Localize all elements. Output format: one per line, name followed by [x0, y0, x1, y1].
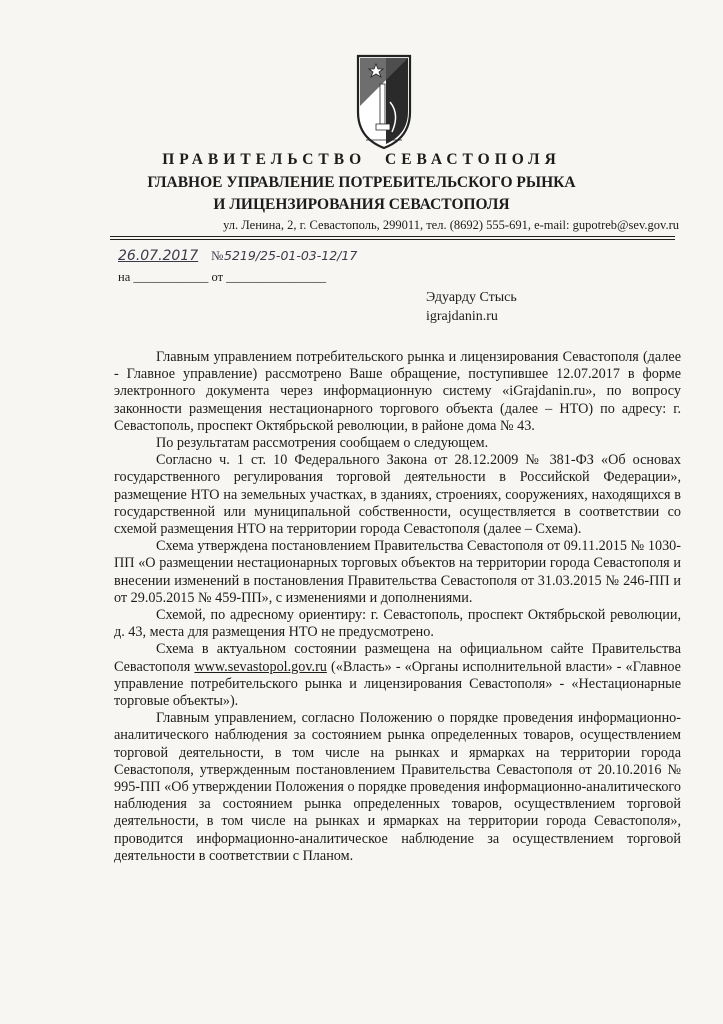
paragraph-2: По результатам рассмотрения сообщаем о следующем.	[156, 435, 489, 452]
header-divider-second	[110, 239, 675, 240]
paragraph-1: Главным управлением потребительского рынка и лицензирования Севастополя (далее - Главное управление) рассмотрено Ваше обращение, поступившее 12.07.2017 в форме электронного документа через информационную систему «iGrajdanin.ru», по вопросу законности размещения нестационарного торгового объекта (далее – НТО) по адресу: г. Севастополь, проспект Октябрьской революции, в районе дома № 43.	[114, 349, 681, 434]
department-address: ул. Ленина, 2, г. Севастополь, 299011, тел. (8692) 555-691, e-mail: gupotreb@sev.gov.ru	[223, 218, 679, 232]
registration-number: 5219/25-01-03-12/17	[224, 248, 358, 263]
reply-to-line: на ____________ от ________________	[118, 270, 327, 284]
paragraph-6	[114, 641, 681, 710]
paragraph-3: Согласно ч. 1 ст. 10 Федерального Закона от 28.12.2009 № 381-ФЗ «Об основах государственного регулирования торговой деятельности в Российской Федерации», размещение НТО на земельных участках, в зданиях, строениях, сооружениях, находящихся в государственной или муниципальной собственности, осуществляется в соответствии со схемой размещения НТО на территории города Севастополя (далее – Схема).	[114, 452, 681, 538]
number-label: №	[211, 248, 224, 263]
paragraph-5: Схемой, по адресному ориентиру: г. Севастополь, проспект Октябрьской революции, д. 43, места для размещения НТО не предусмотрено.	[114, 607, 681, 641]
paragraph-6-text-after: («Власть» - «Органы исполнительной власти» - «Главное управление потребительского рынка и лицензирования Севастополя» - «Нестационарные торговые объекты»).	[114, 658, 681, 710]
department-title-line-1: ГЛАВНОЕ УПРАВЛЕНИЕ ПОТРЕБИТЕЛЬСКОГО РЫНКА	[147, 174, 576, 191]
header-divider	[110, 236, 675, 237]
recipient-site: igrajdanin.ru	[426, 309, 498, 324]
government-title: ПРАВИТЕЛЬСТВО СЕВАСТОПОЛЯ	[162, 151, 561, 168]
letter-body	[114, 349, 681, 865]
sevastopol-coat-of-arms-icon	[356, 54, 412, 150]
paragraph-7: Главным управлением, согласно Положению о порядке проведения информационно-аналитического наблюдения за состоянием рынка определенных товаров, осуществлением торговой деятельности, в том числе на рынках и ярмарках на территории города Севастополя, утвержденным постановлением Правительства Севастополя от 20.10.2016 № 995-ПП «Об утверждении Положения о порядке проведения информационно-аналитического наблюдения за состоянием рынка определенных товаров, осуществлением торговой деятельности, в том числе на рынках и ярмарках на территории города Севастополя», проводится информационно-аналитическое наблюдение за осуществлением торговой деятельности в соответствии с Планом.	[114, 710, 681, 864]
government-website-link[interactable]: www.sevastopol.gov.ru	[194, 658, 327, 675]
paragraph-4: Схема утверждена постановлением Правительства Севастополя от 09.11.2015 № 1030-ПП «О размещении нестационарных торговых объектов на территории города Севастополя и внесении изменений в постановления Правительства Севастополя от 31.03.2015 № 246-ПП и от 29.05.2015 № 459-ПП», с изменениями и дополнениями.	[114, 538, 681, 606]
recipient-name: Эдуарду Стысь	[426, 290, 517, 305]
paragraph-6-text-before: Схема в актуальном состоянии размещена на официальном сайте Правительства Севастополя	[114, 641, 681, 675]
registration-date: 26.07.2017	[118, 248, 199, 264]
department-title-line-2: И ЛИЦЕНЗИРОВАНИЯ СЕВАСТОПОЛЯ	[213, 196, 510, 213]
